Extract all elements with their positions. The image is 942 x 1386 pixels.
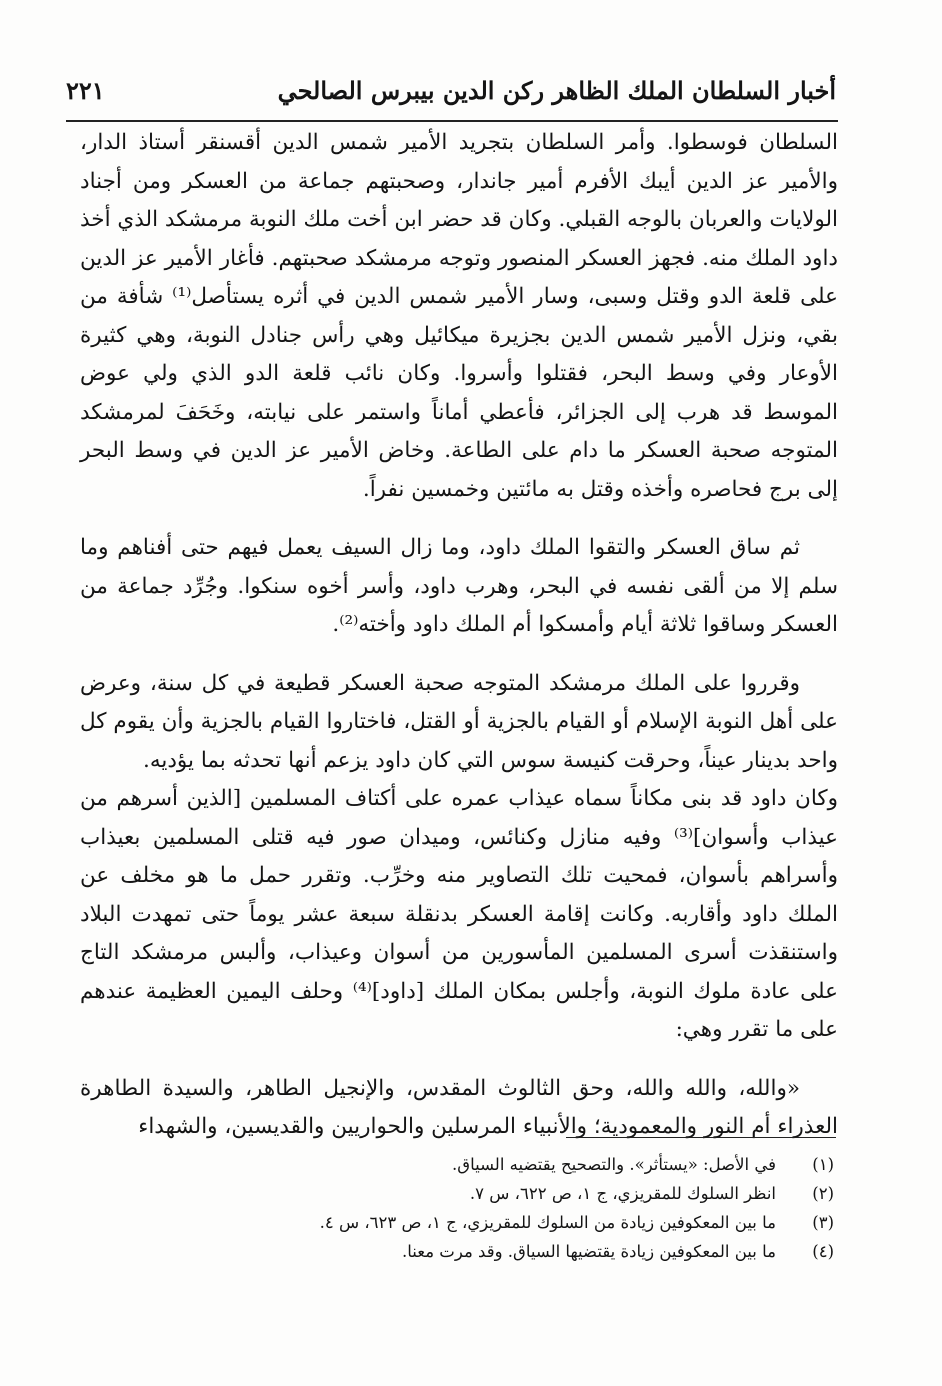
running-title: أخبار السلطان الملك الظاهر ركن الدين بيبرس الصالحي <box>277 76 836 105</box>
paragraph: ثم ساق العسكر والتقوا الملك داود، وما زال السيف يعمل فيهم حتى أفناهم وما سلم إلا من ألقى نفسه في البحر، وهرب داود، وأسر أخوه سنكوا. وجُرِّد جماعة من العسكر وساقوا ثلاثة أيام وأمسكوا أم الملك داود وأخته⁽²⁾. <box>80 535 838 637</box>
paragraph: وكان داود قد بنى مكاناً سماه عيذاب عمره على أكتاف المسلمين [الذين أسرهم من عيذاب وأسوان]⁽³⁾ وفيه منازل وكنائس، وميدان صور فيه قتلى المسلمين بعيذاب وأسراهم بأسوان، فمحيت تلك التصاوير منه وخرِّب. وتقرر حمل ما هو مخلف عن الملك داود وأقاربه. وكانت إقامة العسكر بدنقلة سبعة عشر يوماً حتى تمهدت البلاد واستنقذت أسرى المسلمين المأسورين من أسوان وعيذاب، وألبس مرمشكد التاج على عادة ملوك النوبة، وأجلس بمكان الملك [داود]⁽⁴⁾ وحلف اليمين العظيمة عندهم على ما تقرر وهي: <box>80 786 839 1042</box>
footnotes <box>90 1150 834 1266</box>
footnote-text: في الأصل: «يستأثر». والتصحيح يقتضيه السياق. <box>452 1155 776 1174</box>
footnote-text: ما بين المعكوفين زيادة يقتضيها السياق. وقد مرت معنا. <box>402 1242 776 1261</box>
footnote-number: (٤) <box>812 1242 834 1261</box>
paragraph: «والله، والله والله، وحق الثالوث المقدس، والإنجيل الطاهر، والسيدة الطاهرة العذراء أم النور والمعمودية؛ والأنبياء المرسلين والحواريين والقديسين، والشهداء <box>80 1075 838 1139</box>
footnote <box>90 1179 834 1208</box>
header-divider <box>66 120 838 122</box>
footnote-number: (٣) <box>812 1213 834 1232</box>
footnote <box>90 1237 834 1266</box>
main-text <box>80 124 838 1147</box>
footnote-number: (١) <box>812 1155 834 1174</box>
page-number: ٢٢١ <box>66 76 105 105</box>
running-header <box>66 70 836 118</box>
footnote-divider <box>566 1137 836 1138</box>
paragraph: السلطان فوسطوا. وأمر السلطان بتجريد الأمير شمس الدين أقسنقر أستاذ الدار، والأمير عز الدين أيبك الأفرم أمير جاندار، وصحبتهم جماعة من العسكر ومن أجناد الولايات والعربان بالوجه القبلي. وكان قد حضر ابن أخت ملك النوبة مرمشكد الذي أخذ داود الملك منه. فجهز العسكر المنصور وتوجه مرمشكد صحبتهم. فأغار الأمير عز الدين على قلعة الدو وقتل وسبى، وسار الأمير شمس الدين في أثره يستأصل⁽¹⁾ شأفة من بقي، ونزل الأمير شمس الدين بجزيرة ميكائيل وهي رأس جنادل النوبة، وهي كثيرة الأوعار وفي وسط البحر، فقتلوا وأسروا. وكان نائب قلعة الدو الذي ولي عوض الموسط قد هرب إلى الجزائر، فأعطي أماناً واستمر على نيابته، وخَحَفَ لمرمشكد المتوجه صحبة العسكر ما دام على الطاعة. وخاض الأمير عز الدين في وسط البحر إلى برج فحاصره وأخذه وقتل به مائتين وخمسين نفراً. <box>80 130 838 502</box>
footnote <box>90 1150 834 1179</box>
footnote <box>90 1208 834 1237</box>
footnote-text: ما بين المعكوفين زيادة من السلوك للمقريزي، ج ١، ص ٦٢٣، س ٤. <box>319 1213 776 1232</box>
footnote-text: انظر السلوك للمقريزي، ج ١، ص ٦٢٢، س ٧. <box>469 1184 776 1203</box>
paragraph: وقرروا على الملك مرمشكد المتوجه صحبة العسكر قطيعة في كل سنة، وعرض على أهل النوبة الإسلام أو القيام بالجزية أو القتل، فاختاروا القيام بالجزية وأن يقوم كل واحد بدينار عيناً، وحرقت كنيسة سوس التي كان داود يزعم أنها تحدثه بما يؤديه. <box>80 670 838 773</box>
footnote-number: (٢) <box>812 1184 834 1203</box>
